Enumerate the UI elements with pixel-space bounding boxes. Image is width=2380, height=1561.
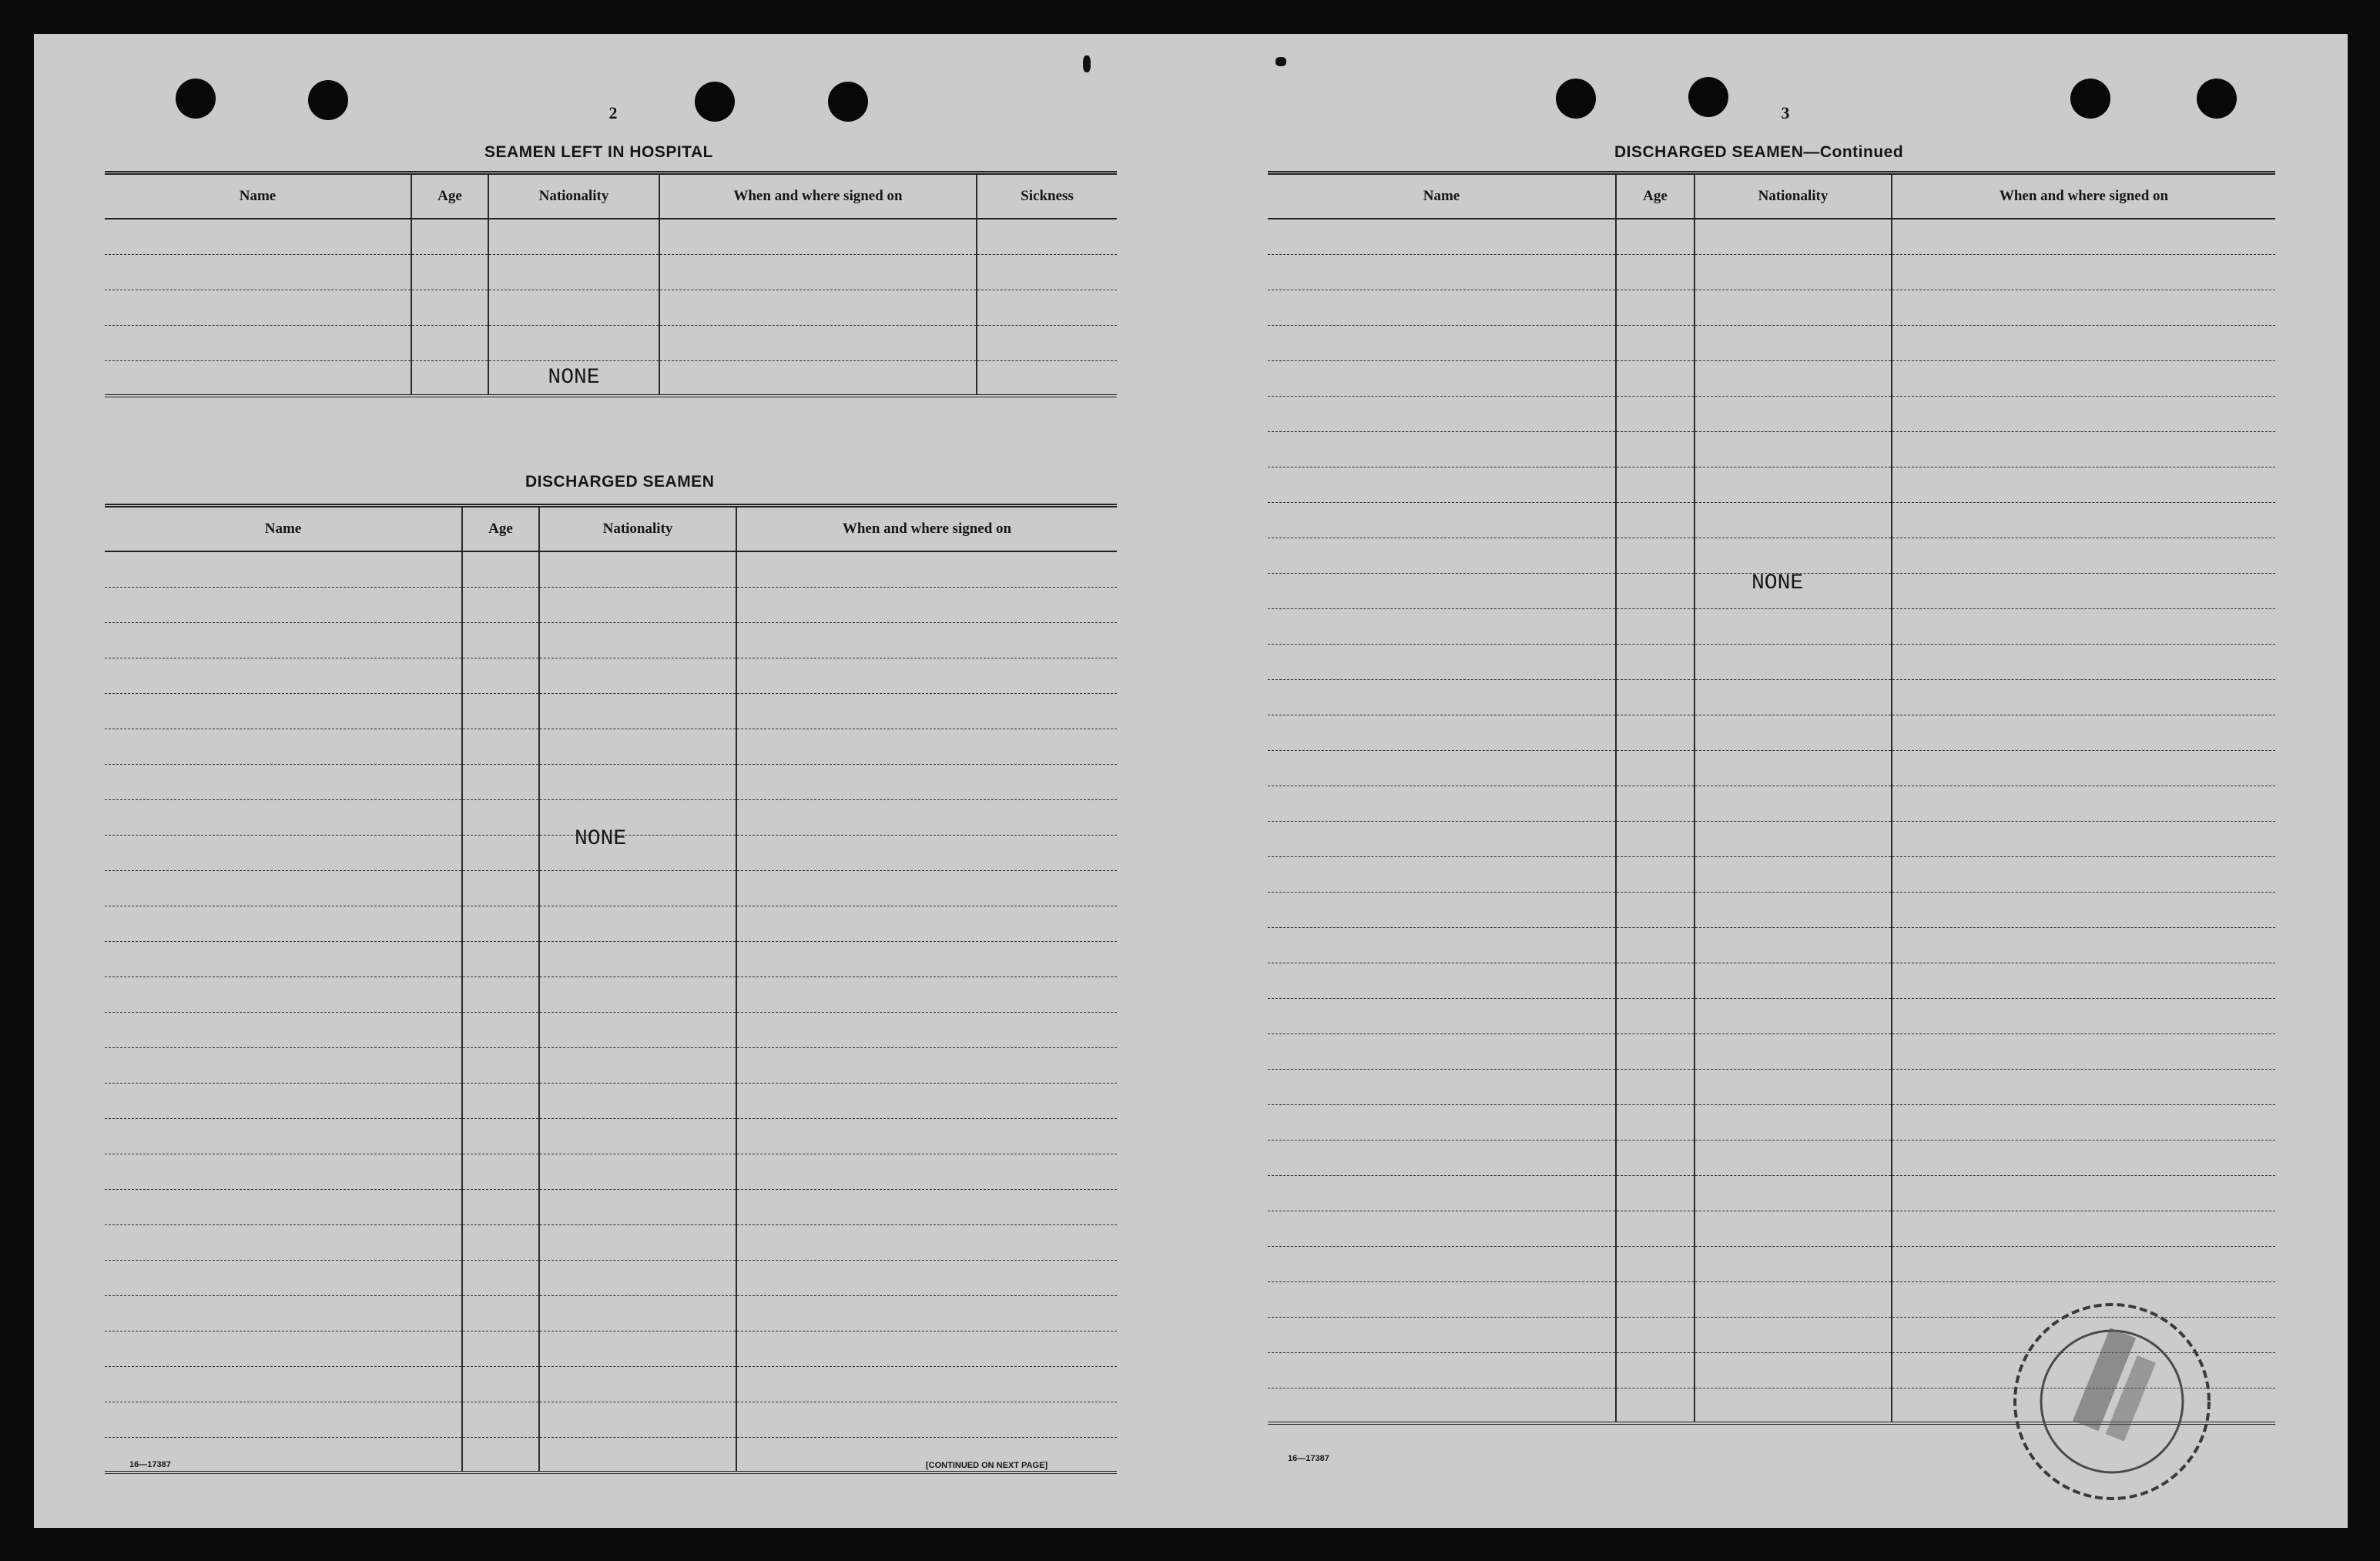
- table-cell: [1694, 538, 1892, 573]
- table-cell: [1694, 431, 1892, 467]
- table-cell: [462, 1366, 539, 1402]
- discharged-section-title: DISCHARGED SEAMEN: [525, 473, 715, 491]
- table-cell: [1694, 963, 1892, 998]
- discharged-continued-title: DISCHARGED SEAMEN—Continued: [1614, 143, 1904, 161]
- punch-hole: [176, 79, 216, 119]
- table-cell: [1268, 1033, 1616, 1069]
- table-cell: [659, 325, 977, 360]
- table-cell: [1268, 786, 1616, 821]
- table-cell: [1694, 998, 1892, 1033]
- table-cell: [736, 1295, 1117, 1331]
- table-cell: [1616, 1104, 1694, 1140]
- table-cell: [462, 976, 539, 1012]
- table-cell: [539, 1295, 736, 1331]
- table-cell: [1616, 856, 1694, 892]
- table-cell: [1892, 1211, 2275, 1246]
- table-cell: [539, 1331, 736, 1366]
- table-cell: [462, 622, 539, 658]
- table-cell: [488, 290, 659, 325]
- table-cell: [1892, 1246, 2275, 1281]
- table-cell: [1694, 1069, 1892, 1104]
- table-cell: [462, 587, 539, 622]
- table-cell: [462, 693, 539, 729]
- table-cell: [105, 1189, 462, 1224]
- table-cell: [1616, 608, 1694, 644]
- table-cell: [462, 1331, 539, 1366]
- table-cell: [1892, 679, 2275, 715]
- table-cell: [1268, 679, 1616, 715]
- table-cell: [539, 551, 736, 587]
- table-cell: [105, 941, 462, 976]
- table-cell: [462, 1189, 539, 1224]
- table-cell: [1616, 998, 1694, 1033]
- table-cell: [1694, 1140, 1892, 1175]
- table-cell: [1268, 927, 1616, 963]
- table-cell: [1616, 254, 1694, 290]
- table-cell: [539, 976, 736, 1012]
- table-cell: [1616, 1033, 1694, 1069]
- table-cell: [977, 254, 1117, 290]
- table-cell: [1616, 396, 1694, 431]
- table-cell: [736, 587, 1117, 622]
- table-cell: [539, 1012, 736, 1047]
- table-cell: [1268, 1281, 1616, 1317]
- table-cell: [488, 254, 659, 290]
- none-entry: NONE: [575, 827, 627, 851]
- table-cell: [105, 551, 462, 587]
- table-cell: [1616, 1281, 1694, 1317]
- table-cell: [1616, 1069, 1694, 1104]
- table-cell: [977, 360, 1117, 396]
- table-cell: [539, 1118, 736, 1154]
- table-cell: [411, 325, 488, 360]
- table-cell: [105, 1295, 462, 1331]
- table-cell: [1268, 750, 1616, 786]
- col-name: Name: [105, 173, 411, 219]
- table-cell: [1892, 325, 2275, 360]
- table-cell: [1616, 502, 1694, 538]
- table-cell: [1616, 573, 1694, 608]
- col-nationality: Nationality: [1694, 173, 1892, 219]
- col-nationality: Nationality: [488, 173, 659, 219]
- table-cell: [1268, 1388, 1616, 1423]
- table-cell: [105, 622, 462, 658]
- none-entry: NONE: [1751, 571, 1804, 595]
- table-cell: [1268, 1246, 1616, 1281]
- table-cell: [1616, 290, 1694, 325]
- table-cell: [1694, 219, 1892, 254]
- table-cell: [105, 1012, 462, 1047]
- table-cell: [736, 1154, 1117, 1189]
- table-cell: [462, 906, 539, 941]
- table-cell: [1694, 1388, 1892, 1423]
- table-cell: [488, 325, 659, 360]
- table-cell: [736, 906, 1117, 941]
- col-age: Age: [462, 506, 539, 552]
- table-cell: [1268, 219, 1616, 254]
- table-cell: [1616, 750, 1694, 786]
- table-cell: [1892, 1140, 2275, 1175]
- table-cell: [1268, 467, 1616, 502]
- table-cell: [539, 1189, 736, 1224]
- table-cell: [736, 622, 1117, 658]
- form-number-right: 16—17387: [1288, 1454, 1329, 1463]
- table-cell: [1694, 1246, 1892, 1281]
- table-cell: [539, 1047, 736, 1083]
- table-cell: [1892, 573, 2275, 608]
- table-cell: [1268, 1211, 1616, 1246]
- table-cell: [1616, 219, 1694, 254]
- table-cell: [1694, 644, 1892, 679]
- continued-note: [CONTINUED ON NEXT PAGE]: [926, 1461, 1048, 1470]
- table-cell: [105, 906, 462, 941]
- table-cell: [1616, 1175, 1694, 1211]
- table-cell: [736, 835, 1117, 870]
- table-cell: [462, 1012, 539, 1047]
- table-cell: [105, 1331, 462, 1366]
- table-cell: [1892, 360, 2275, 396]
- table-cell: [105, 1154, 462, 1189]
- table-cell: [105, 1366, 462, 1402]
- table-cell: [736, 870, 1117, 906]
- col-nationality: Nationality: [539, 506, 736, 552]
- punch-hole: [1556, 79, 1596, 119]
- table-cell: [1892, 1104, 2275, 1140]
- table-cell: [1268, 963, 1616, 998]
- table-cell: [1892, 963, 2275, 998]
- table-cell: [1892, 538, 2275, 573]
- table-cell: [736, 693, 1117, 729]
- ink-speck: [1083, 55, 1091, 72]
- col-age: Age: [1616, 173, 1694, 219]
- table-cell: [1694, 254, 1892, 290]
- table-cell: [736, 658, 1117, 693]
- table-cell: [1694, 290, 1892, 325]
- table-cell: [105, 1224, 462, 1260]
- table-cell: [1892, 927, 2275, 963]
- table-cell: [1892, 608, 2275, 644]
- table-cell: [1616, 892, 1694, 927]
- table-cell: [539, 1402, 736, 1437]
- punch-hole: [308, 80, 348, 120]
- table-cell: [1694, 396, 1892, 431]
- table-cell: [1694, 1281, 1892, 1317]
- col-name: Name: [105, 506, 462, 552]
- table-cell: [1694, 1352, 1892, 1388]
- table-cell: [1616, 1246, 1694, 1281]
- table-cell: [539, 1260, 736, 1295]
- table-cell: [539, 1224, 736, 1260]
- table-cell: [736, 729, 1117, 764]
- table-cell: [539, 941, 736, 976]
- table-cell: [1694, 608, 1892, 644]
- table-cell: [1694, 679, 1892, 715]
- table-cell: [539, 799, 736, 835]
- table-cell: [1268, 1352, 1616, 1388]
- table-cell: [1892, 290, 2275, 325]
- table-cell: [1268, 396, 1616, 431]
- table-cell: [736, 1224, 1117, 1260]
- table-cell: [1268, 1104, 1616, 1140]
- table-cell: [1268, 1140, 1616, 1175]
- table-cell: [1892, 1069, 2275, 1104]
- table-cell: [539, 587, 736, 622]
- table-cell: [1616, 644, 1694, 679]
- table-cell: [1694, 325, 1892, 360]
- table-cell: [462, 729, 539, 764]
- table-cell: [462, 799, 539, 835]
- table-cell: [1616, 963, 1694, 998]
- table-cell: [736, 1331, 1117, 1366]
- table-cell: [105, 1083, 462, 1118]
- table-cell: [736, 1189, 1117, 1224]
- table-cell: [488, 219, 659, 254]
- punch-hole: [695, 82, 735, 122]
- table-cell: [736, 1012, 1117, 1047]
- table-cell: [105, 290, 411, 325]
- table-cell: [411, 219, 488, 254]
- table-cell: [736, 551, 1117, 587]
- table-cell: [539, 658, 736, 693]
- punch-hole: [2197, 79, 2237, 119]
- table-cell: [105, 693, 462, 729]
- table-cell: [462, 1437, 539, 1472]
- table-cell: [977, 290, 1117, 325]
- table-cell: [462, 1402, 539, 1437]
- table-cell: [1892, 750, 2275, 786]
- form-number-left: 16—17387: [129, 1460, 171, 1469]
- table-cell: [1616, 467, 1694, 502]
- table-cell: [1694, 750, 1892, 786]
- table-cell: [1616, 1317, 1694, 1352]
- table-cell: [411, 254, 488, 290]
- punch-hole: [2070, 79, 2110, 119]
- table-cell: [1616, 1352, 1694, 1388]
- table-cell: [1268, 715, 1616, 750]
- table-cell: [539, 729, 736, 764]
- table-cell: [1892, 431, 2275, 467]
- table-cell: [1694, 927, 1892, 963]
- table-cell: [539, 835, 736, 870]
- table-cell: [1268, 608, 1616, 644]
- table-cell: [736, 1402, 1117, 1437]
- table-cell: [105, 799, 462, 835]
- table-cell: [105, 764, 462, 799]
- table-cell: [1268, 573, 1616, 608]
- table-cell: [736, 976, 1117, 1012]
- table-cell: [1268, 325, 1616, 360]
- table-cell: [462, 551, 539, 587]
- table-cell: [1694, 821, 1892, 856]
- table-cell: [1694, 715, 1892, 750]
- table-cell: [977, 219, 1117, 254]
- table-cell: [1268, 538, 1616, 573]
- table-cell: [1892, 644, 2275, 679]
- table-cell: [1268, 290, 1616, 325]
- table-cell: [1616, 538, 1694, 573]
- table-cell: [462, 941, 539, 976]
- table-cell: [105, 1118, 462, 1154]
- table-cell: [1892, 821, 2275, 856]
- table-cell: [1892, 1175, 2275, 1211]
- table-cell: [1616, 821, 1694, 856]
- table-cell: [1694, 1104, 1892, 1140]
- table-cell: [659, 290, 977, 325]
- col-signed-on: When and where signed on: [659, 173, 977, 219]
- table-cell: [1694, 856, 1892, 892]
- table-cell: [1616, 360, 1694, 396]
- table-cell: [105, 658, 462, 693]
- hospital-table: [105, 171, 1117, 397]
- table-cell: [1268, 644, 1616, 679]
- table-cell: [105, 1260, 462, 1295]
- table-cell: [539, 870, 736, 906]
- table-cell: [736, 941, 1117, 976]
- table-cell: [1616, 927, 1694, 963]
- table-cell: [462, 764, 539, 799]
- table-cell: [1892, 396, 2275, 431]
- table-cell: [736, 1118, 1117, 1154]
- table-cell: [462, 1260, 539, 1295]
- table-cell: [1616, 325, 1694, 360]
- table-cell: [539, 764, 736, 799]
- table-cell: [462, 870, 539, 906]
- table-cell: [462, 658, 539, 693]
- table-cell: [1268, 856, 1616, 892]
- table-cell: [105, 325, 411, 360]
- table-cell: [1268, 1317, 1616, 1352]
- table-cell: [411, 290, 488, 325]
- table-cell: [105, 360, 411, 396]
- table-cell: [736, 1366, 1117, 1402]
- table-cell: [105, 254, 411, 290]
- table-cell: [1892, 856, 2275, 892]
- table-cell: [1268, 821, 1616, 856]
- table-cell: [539, 1437, 736, 1472]
- table-cell: [539, 693, 736, 729]
- table-cell: [1616, 431, 1694, 467]
- table-cell: [462, 835, 539, 870]
- table-cell: [1694, 1033, 1892, 1069]
- table-cell: [659, 219, 977, 254]
- table-cell: [1268, 998, 1616, 1033]
- table-cell: [1616, 1211, 1694, 1246]
- ink-speck: [1275, 57, 1286, 66]
- table-cell: [1268, 1175, 1616, 1211]
- table-cell: [1694, 467, 1892, 502]
- table-cell: [539, 1154, 736, 1189]
- table-cell: [1694, 360, 1892, 396]
- col-signed-on: When and where signed on: [736, 506, 1117, 552]
- table-cell: [1892, 998, 2275, 1033]
- table-cell: [105, 219, 411, 254]
- table-cell: [1694, 786, 1892, 821]
- col-age: Age: [411, 173, 488, 219]
- table-cell: [736, 1047, 1117, 1083]
- table-cell: [462, 1047, 539, 1083]
- customs-stamp: [1990, 1288, 2234, 1503]
- table-cell: [105, 729, 462, 764]
- table-cell: [736, 1083, 1117, 1118]
- document-sheet: [34, 34, 2348, 1528]
- table-cell: [1616, 715, 1694, 750]
- table-cell: [736, 799, 1117, 835]
- discharged-continued-table: [1268, 171, 2275, 1425]
- table-cell: [1694, 1175, 1892, 1211]
- table-cell: [462, 1118, 539, 1154]
- table-cell: [1694, 502, 1892, 538]
- punch-hole: [1688, 77, 1728, 117]
- table-cell: [1892, 254, 2275, 290]
- table-cell: [1616, 1140, 1694, 1175]
- table-cell: [105, 587, 462, 622]
- table-cell: [462, 1083, 539, 1118]
- table-cell: [1268, 431, 1616, 467]
- discharged-table: [105, 504, 1117, 1474]
- table-cell: [659, 360, 977, 396]
- table-cell: [105, 976, 462, 1012]
- table-cell: [539, 622, 736, 658]
- table-cell: [462, 1224, 539, 1260]
- table-cell: [1268, 1069, 1616, 1104]
- table-cell: [462, 1154, 539, 1189]
- col-sickness: Sickness: [977, 173, 1117, 219]
- table-cell: [736, 764, 1117, 799]
- table-cell: [659, 254, 977, 290]
- table-cell: [1892, 502, 2275, 538]
- table-cell: [105, 1047, 462, 1083]
- table-cell: [1892, 467, 2275, 502]
- table-cell: [1892, 219, 2275, 254]
- table-cell: [1616, 786, 1694, 821]
- table-cell: [105, 1402, 462, 1437]
- table-cell: [1268, 892, 1616, 927]
- table-cell: [1268, 502, 1616, 538]
- table-cell: [977, 325, 1117, 360]
- col-signed-on: When and where signed on: [1892, 173, 2275, 219]
- table-cell: [539, 1083, 736, 1118]
- table-cell: [1892, 715, 2275, 750]
- table-cell: [462, 1295, 539, 1331]
- none-entry: NONE: [488, 360, 659, 396]
- page-number-left: 2: [608, 103, 618, 122]
- table-cell: [1892, 892, 2275, 927]
- punch-hole: [828, 82, 868, 122]
- table-cell: [1268, 254, 1616, 290]
- table-cell: [1616, 679, 1694, 715]
- page-number-right: 3: [1781, 103, 1790, 122]
- table-cell: [105, 835, 462, 870]
- col-name: Name: [1268, 173, 1616, 219]
- table-cell: [1616, 1388, 1694, 1423]
- table-cell: [1694, 1211, 1892, 1246]
- table-cell: [411, 360, 488, 396]
- table-cell: [736, 1260, 1117, 1295]
- table-cell: [1892, 1033, 2275, 1069]
- table-cell: [1268, 360, 1616, 396]
- table-cell: [1694, 892, 1892, 927]
- table-cell: [1694, 1317, 1892, 1352]
- hospital-section-title: SEAMEN LEFT IN HOSPITAL: [484, 143, 713, 161]
- table-cell: [539, 1366, 736, 1402]
- table-cell: [1892, 786, 2275, 821]
- table-cell: [539, 906, 736, 941]
- table-cell: [105, 870, 462, 906]
